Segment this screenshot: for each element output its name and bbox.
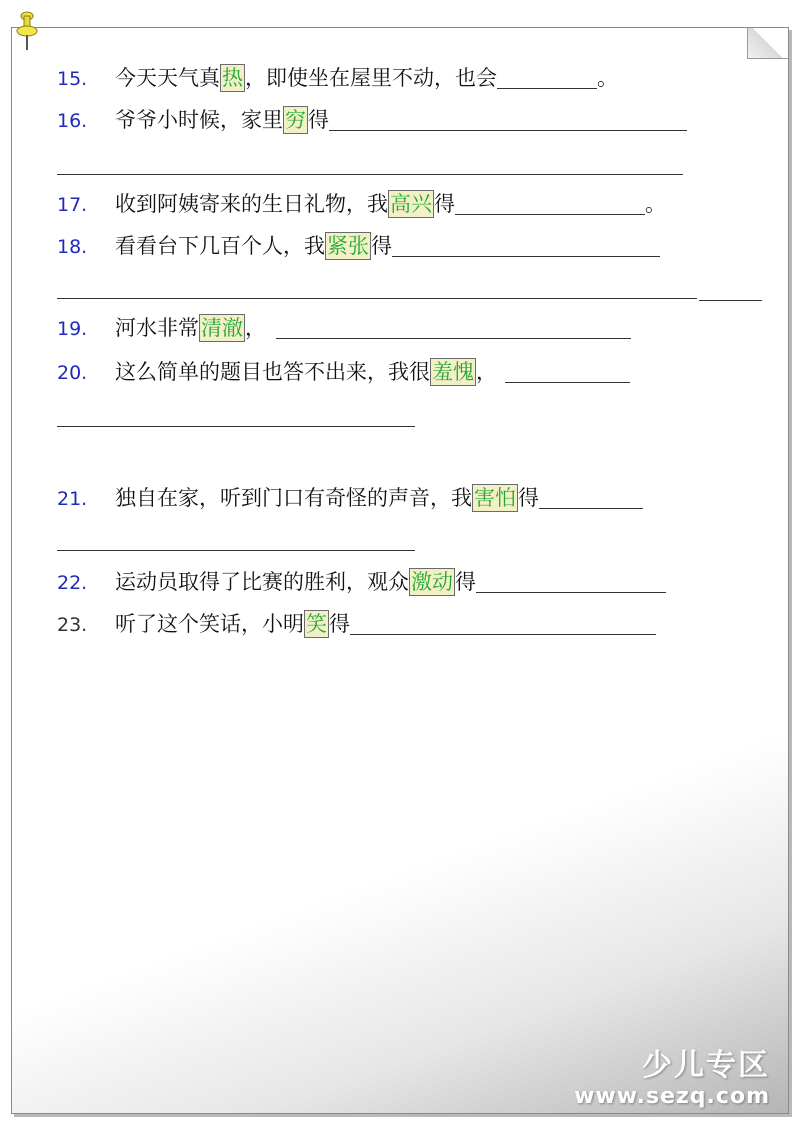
answer-line[interactable] <box>57 174 683 175</box>
question-text: 收到阿姨寄来的生日礼物，我 <box>115 192 388 216</box>
answer-line[interactable] <box>699 300 762 301</box>
question-text: 今天天气真 <box>115 66 220 90</box>
question-text: ，即使坐在屋里不动，也会 <box>245 66 497 90</box>
question-number: 18. <box>57 236 88 258</box>
question-number: 20. <box>57 362 88 384</box>
site-watermark <box>574 1040 770 1109</box>
answer-line[interactable] <box>57 298 697 299</box>
watermark-url: www.sezq.com <box>574 1084 770 1109</box>
question-text: 得 <box>371 234 392 258</box>
keyword-highlight: 害怕 <box>474 486 516 510</box>
answer-blank[interactable] <box>505 360 630 383</box>
keyword-highlight: 高兴 <box>390 192 432 216</box>
question-19 <box>57 312 631 344</box>
question-number: 23. <box>57 614 88 636</box>
question-end: 。 <box>645 192 666 216</box>
question-16 <box>57 104 687 136</box>
question-text: 得 <box>308 108 329 132</box>
pushpin-icon <box>16 10 38 52</box>
question-number: 22. <box>57 572 88 594</box>
answer-line[interactable] <box>57 426 415 427</box>
question-text: 独自在家，听到门口有奇怪的声音，我 <box>115 486 472 510</box>
question-text: 爷爷小时候，家里 <box>115 108 283 132</box>
question-text: ， <box>476 360 497 384</box>
keyword-highlight: 清澈 <box>201 316 243 340</box>
question-text: 河水非常 <box>115 316 199 340</box>
question-text: 听了这个笑话，小明 <box>115 612 304 636</box>
question-23 <box>57 608 656 640</box>
question-18 <box>57 230 660 262</box>
question-text: 得 <box>455 570 476 594</box>
keyword-highlight: 笑 <box>306 612 327 636</box>
question-text: 得 <box>434 192 455 216</box>
question-17 <box>57 188 666 220</box>
question-text: 得 <box>518 486 539 510</box>
keyword-highlight: 穷 <box>285 108 306 132</box>
keyword-highlight: 紧张 <box>327 234 369 258</box>
answer-blank[interactable] <box>455 192 645 215</box>
question-text: 这么简单的题目也答不出来，我很 <box>115 360 430 384</box>
keyword-highlight: 激动 <box>411 570 453 594</box>
keyword-highlight: 热 <box>222 66 243 90</box>
question-text: 得 <box>329 612 350 636</box>
question-number: 15. <box>57 68 88 90</box>
question-22 <box>57 566 666 598</box>
question-number: 21. <box>57 488 88 510</box>
answer-blank[interactable] <box>539 486 643 509</box>
question-text: 看看台下几百个人，我 <box>115 234 325 258</box>
keyword-highlight: 羞愧 <box>432 360 474 384</box>
question-text: ， <box>245 316 266 340</box>
answer-blank[interactable] <box>476 570 666 593</box>
answer-blank[interactable] <box>350 612 656 635</box>
question-number: 17. <box>57 194 88 216</box>
question-15 <box>57 62 618 94</box>
question-20 <box>57 356 630 388</box>
question-21 <box>57 482 643 514</box>
page-fold-corner <box>747 28 788 59</box>
answer-blank[interactable] <box>276 316 631 339</box>
answer-blank[interactable] <box>329 108 687 131</box>
question-end: 。 <box>597 66 618 90</box>
watermark-title: 少儿专区 <box>642 1048 770 1083</box>
answer-line[interactable] <box>57 550 415 551</box>
question-text: 运动员取得了比赛的胜利，观众 <box>115 570 409 594</box>
question-number: 19. <box>57 318 88 340</box>
answer-blank[interactable] <box>497 66 597 89</box>
answer-blank[interactable] <box>392 234 660 257</box>
question-number: 16. <box>57 110 88 132</box>
